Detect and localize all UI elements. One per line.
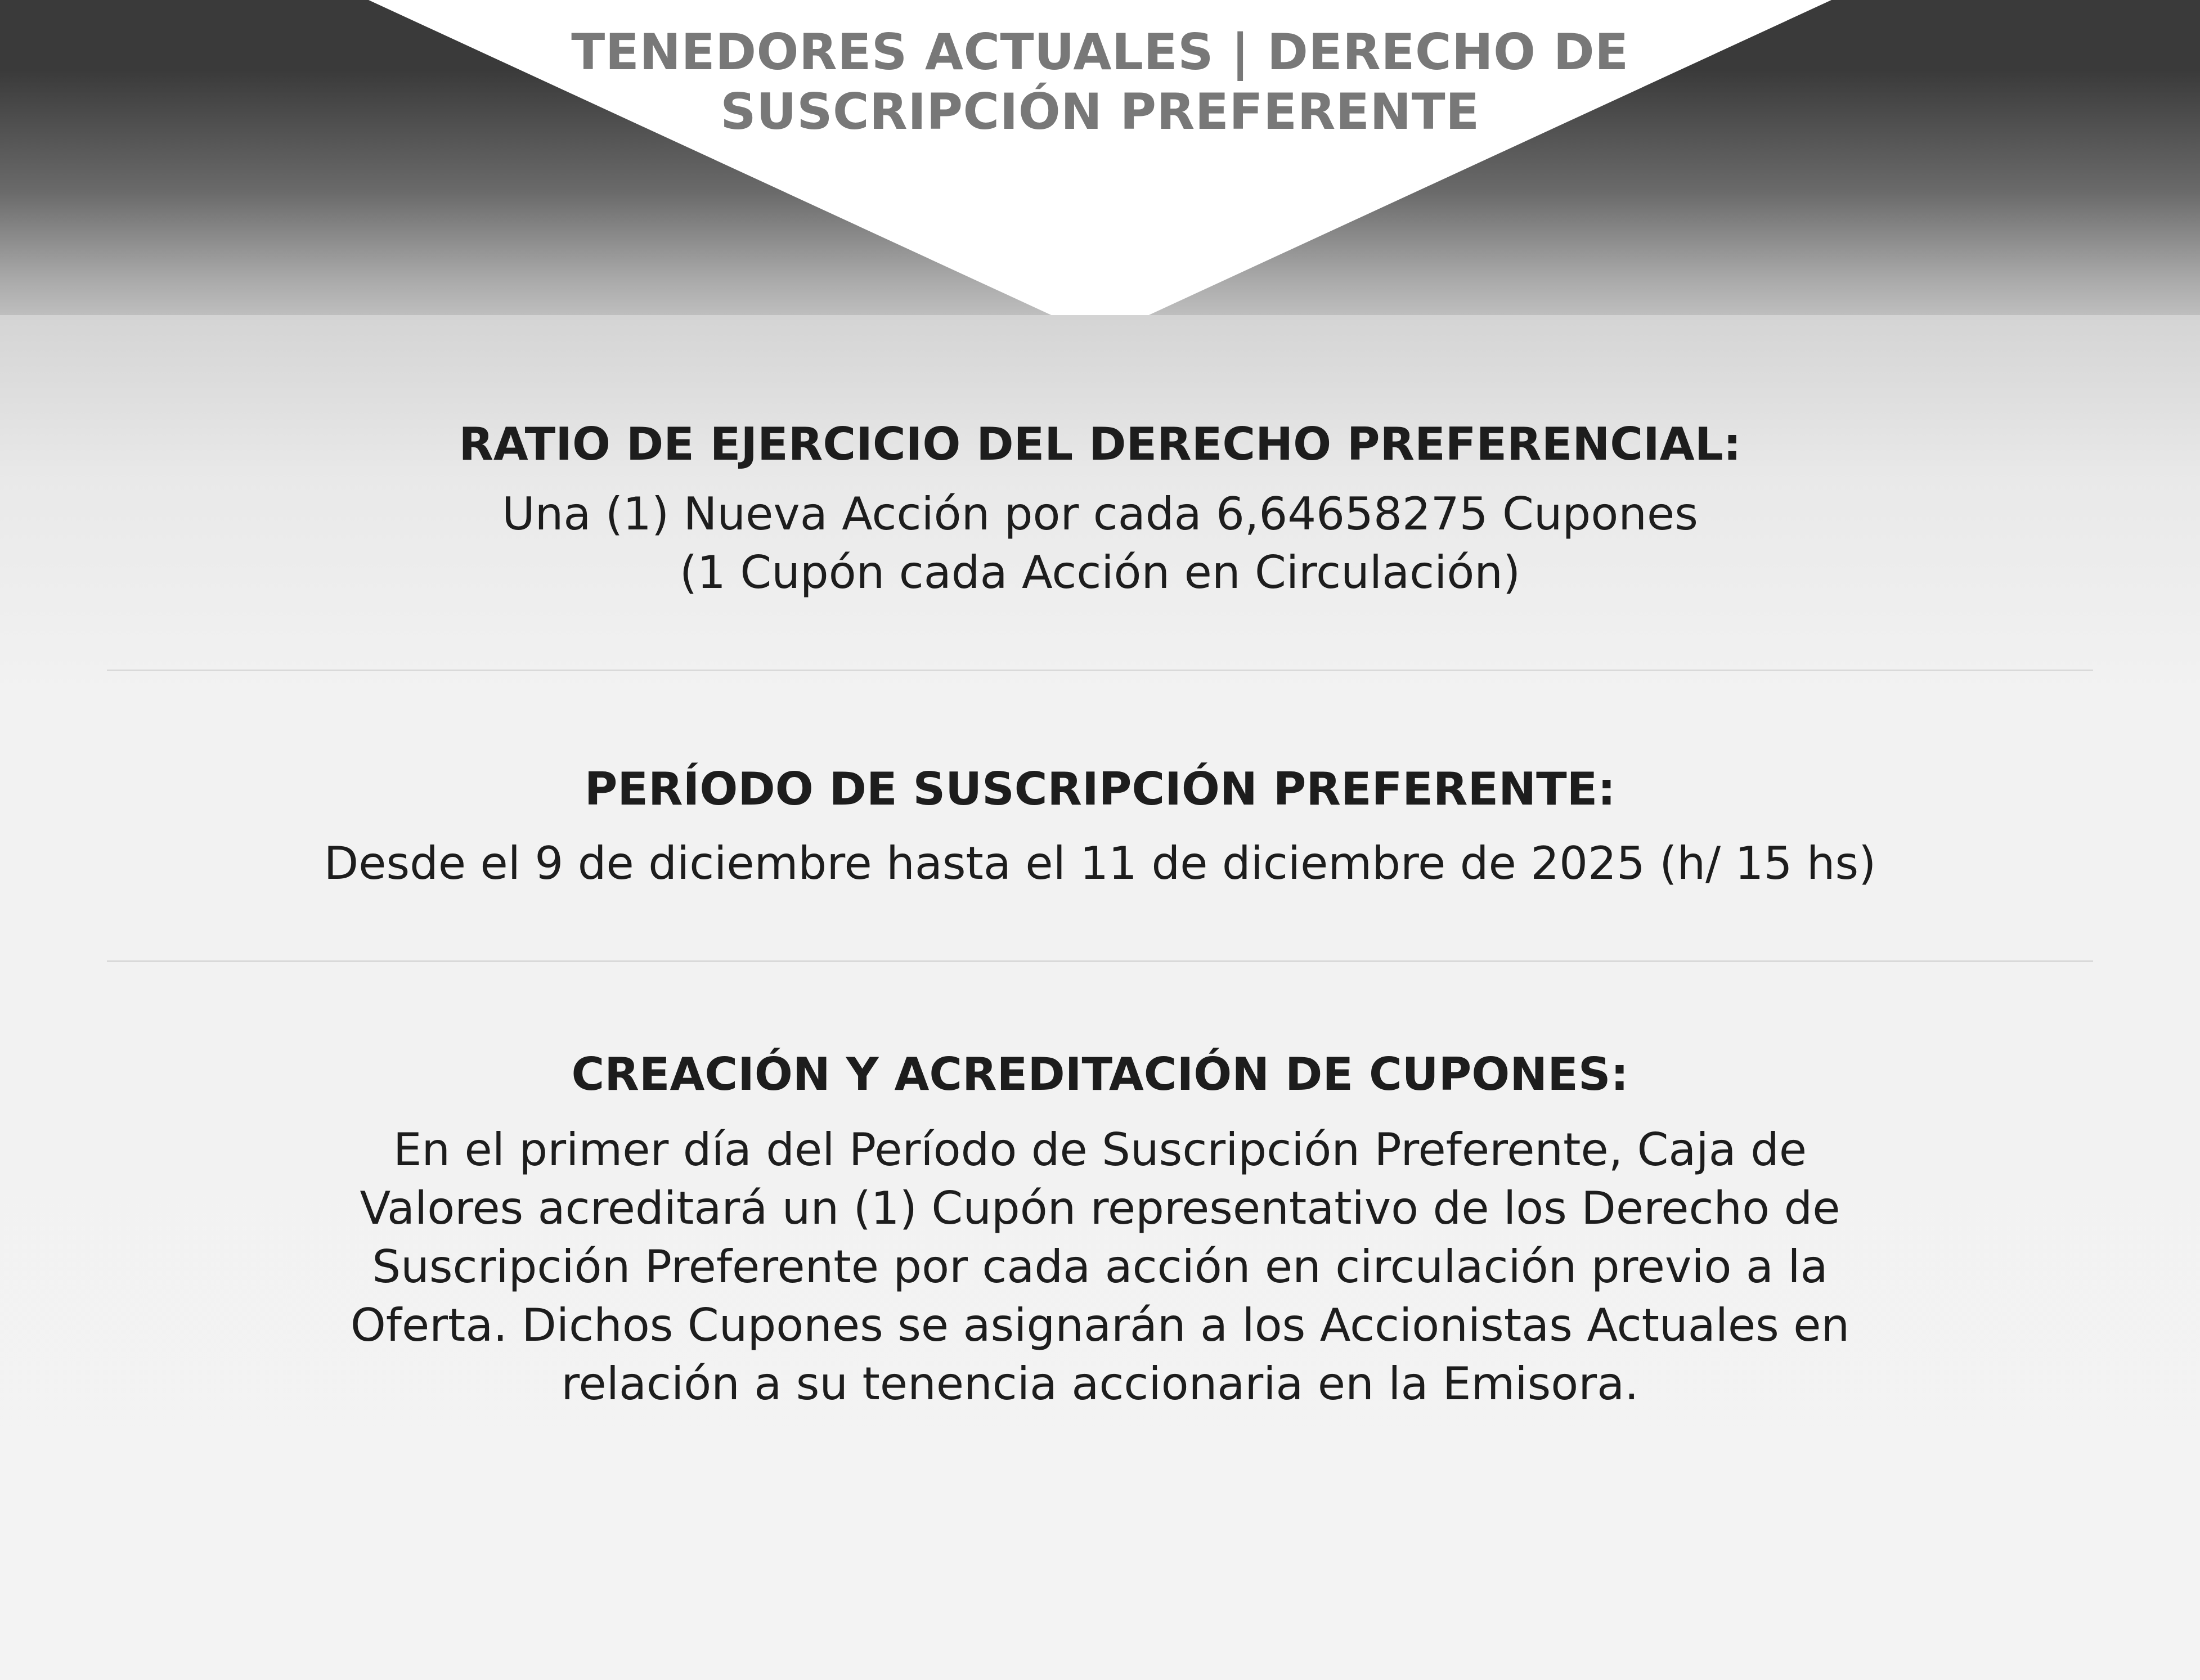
section-ratio-body-line-2: (1 Cupón cada Acción en Circulación)	[679, 546, 1521, 599]
header-banner	[0, 0, 2200, 349]
page-title	[369, 23, 1831, 141]
section-cupones-heading: CREACIÓN Y ACREDITACIÓN DE CUPONES:	[571, 1048, 1629, 1100]
section-cupones-body-line-1: En el primer día del Período de Suscripción Preferente, Caja de	[393, 1124, 1807, 1176]
section-cupones-body-line-3: Suscripción Preferente por cada acción en circulación previo a la	[372, 1241, 1828, 1293]
section-cupones-body-line-5: relación a su tenencia accionaria en la Emisora.	[561, 1358, 1639, 1410]
section-periodo-heading: PERÍODO DE SUSCRIPCIÓN PREFERENTE:	[584, 763, 1616, 815]
section-ratio-heading: RATIO DE EJERCICIO DEL DERECHO PREFERENCIAL:	[459, 418, 1741, 470]
section-cupones-body	[107, 1121, 2093, 1413]
section-periodo-body	[107, 834, 2093, 893]
section-cupones	[107, 962, 2093, 1413]
section-cupones-body-line-2: Valores acreditará un (1) Cupón representativo de los Derecho de	[360, 1182, 1840, 1234]
page-title-line-1: TENEDORES ACTUALES | DERECHO DE	[571, 23, 1629, 81]
page-title-line-2: SUSCRIPCIÓN PREFERENTE	[720, 82, 1480, 141]
section-ratio-body	[107, 485, 2093, 602]
section-periodo-body-line-1: Desde el 9 de diciembre hasta el 11 de diciembre de 2025 (h/ 15 hs)	[324, 837, 1876, 890]
section-ratio-body-line-1: Una (1) Nueva Acción por cada 6,64658275 Cupones	[502, 488, 1698, 540]
section-cupones-body-line-4: Oferta. Dichos Cupones se asignarán a los Accionistas Actuales en	[350, 1299, 1850, 1351]
section-periodo	[107, 671, 2093, 893]
content-area	[0, 315, 2200, 1680]
section-ratio	[107, 315, 2093, 602]
